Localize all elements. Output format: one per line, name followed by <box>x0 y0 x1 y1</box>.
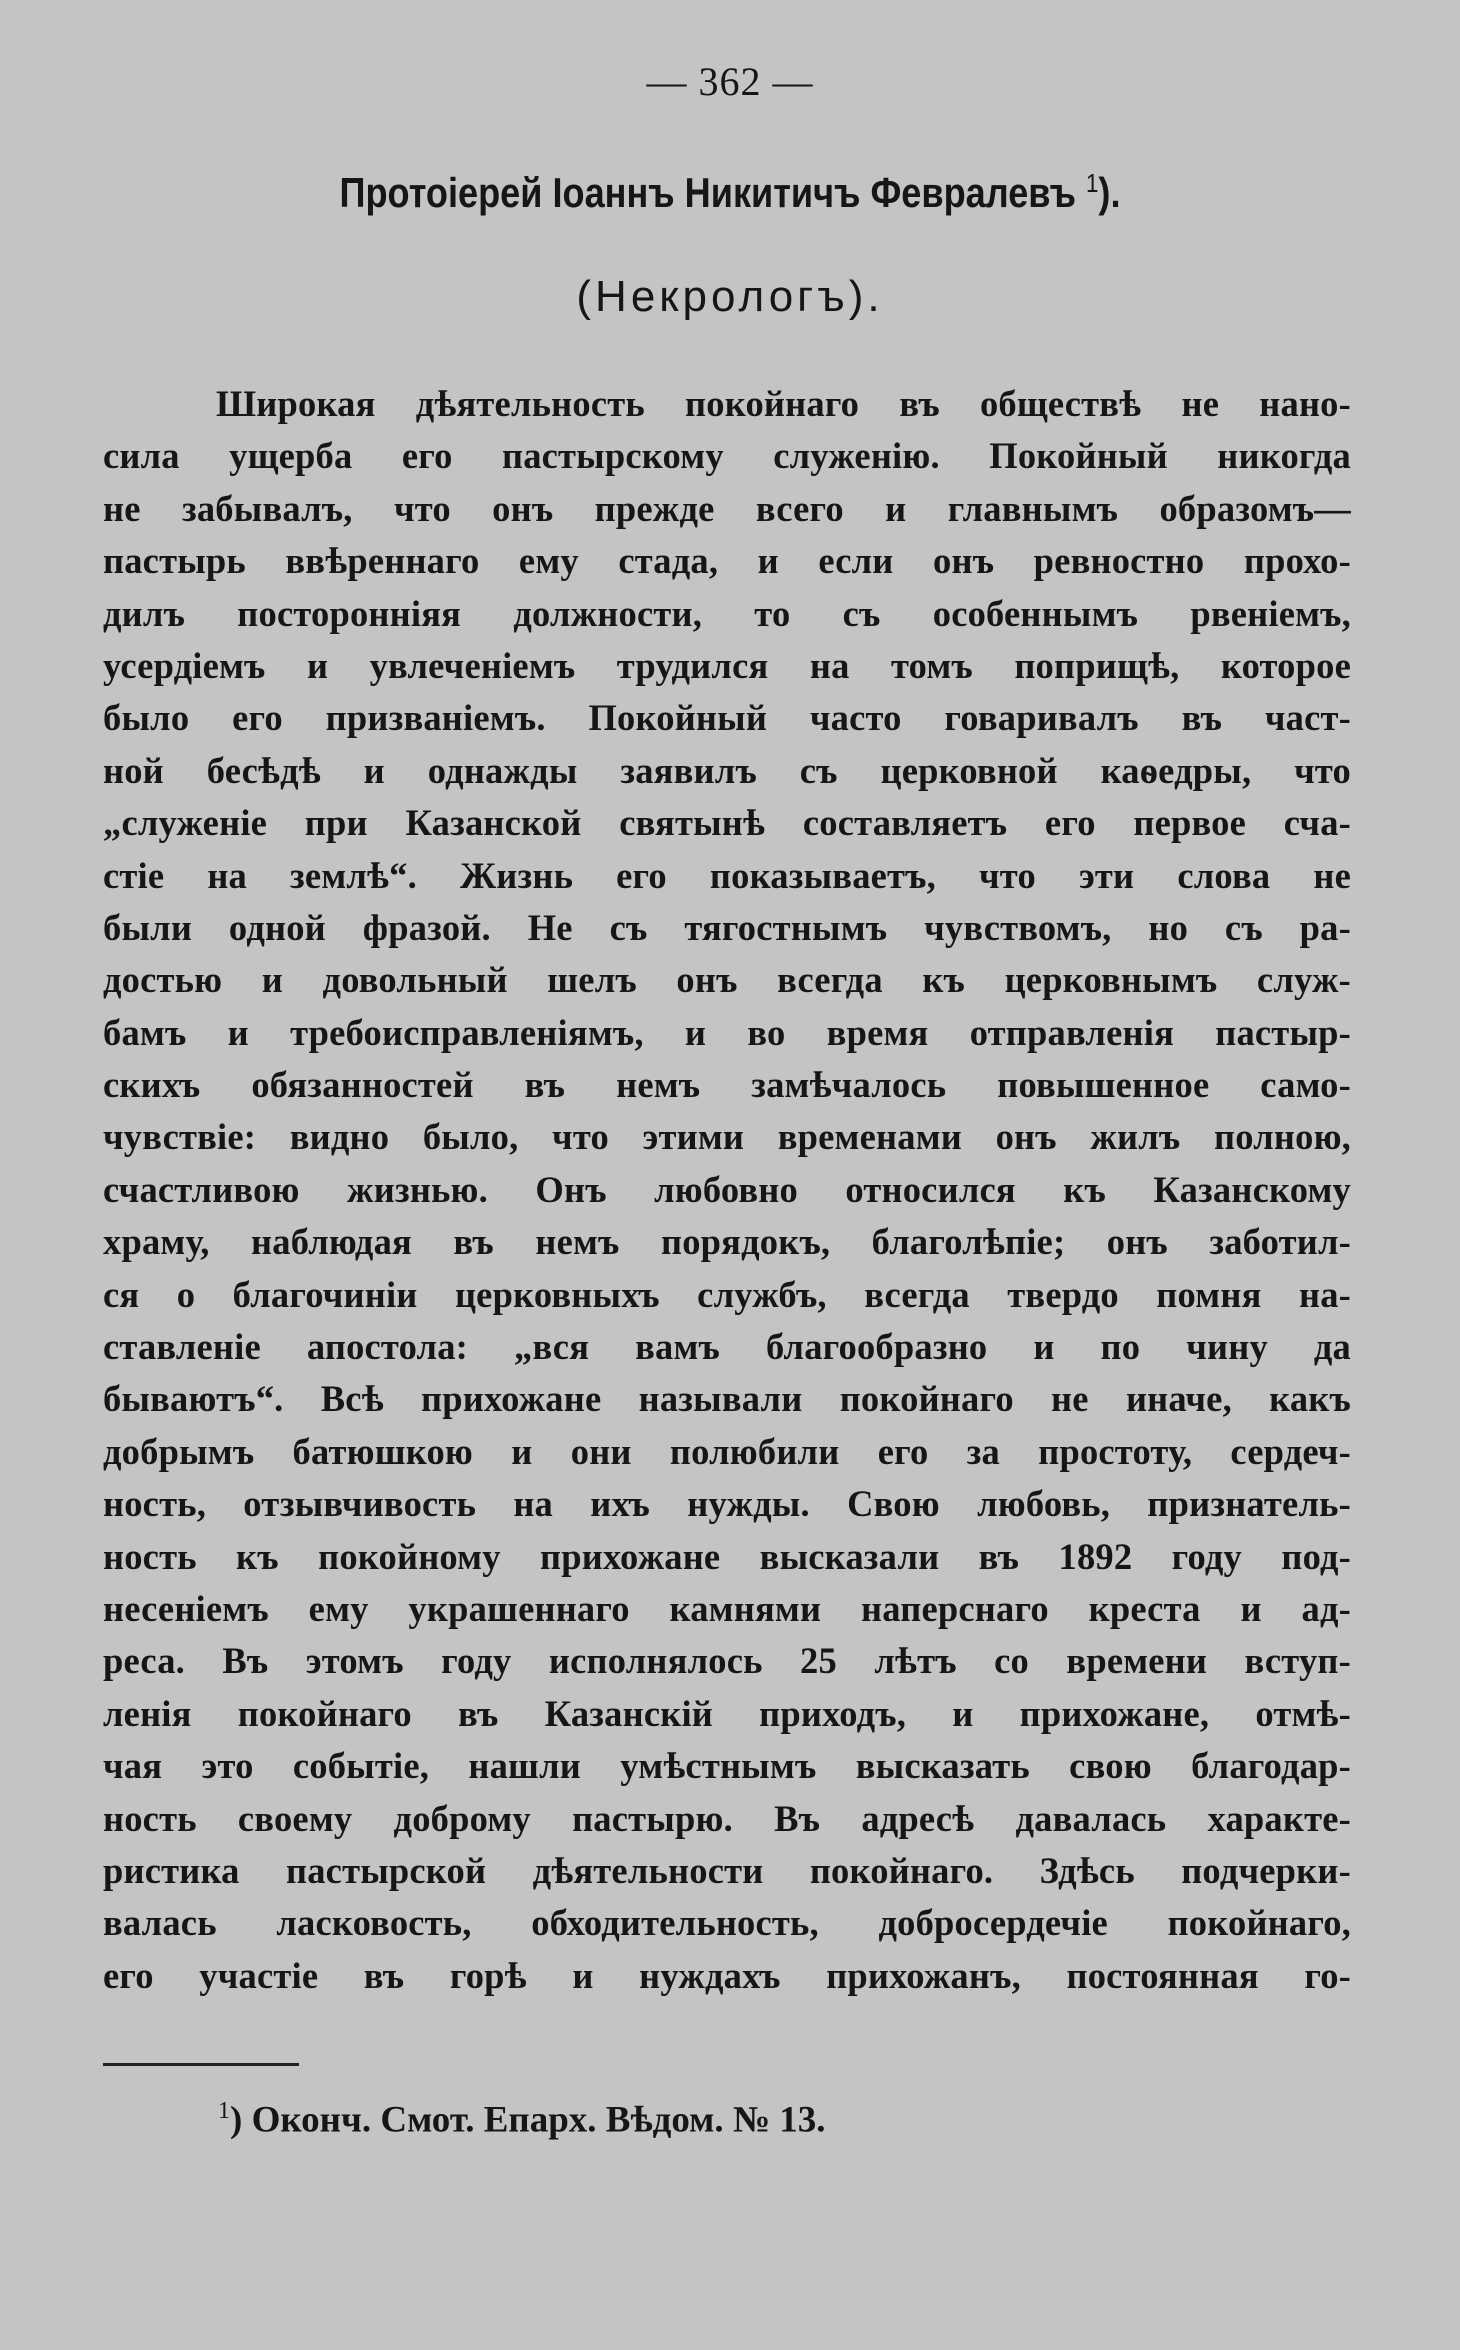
body-line: его участіе въ горѣ и нуждахъ прихожанъ, постоянная го- <box>103 1954 1351 1996</box>
body-line: стіе на землѣ“. Жизнь его показываетъ, что эти слова не <box>103 854 1351 896</box>
body-line: скихъ обязанностей въ немъ замѣчалось повышенное само- <box>103 1064 1351 1106</box>
body-line: пастырь ввѣреннаго ему стада, и если онъ ревностно прохо- <box>103 540 1351 582</box>
body-line: ность къ покойному прихожане высказали въ 1892 году под- <box>103 1535 1351 1577</box>
footnote <box>218 2098 826 2141</box>
body-line: чая это событіе, нашли умѣстнымъ высказать свою благодар- <box>103 1745 1351 1787</box>
body-line: реса. Въ этомъ году исполнялось 25 лѣтъ со времени вступ- <box>103 1640 1351 1682</box>
body-line: „служеніе при Казанской святынѣ составляетъ его первое сча- <box>103 802 1351 844</box>
body-line: ся о благочиніи церковныхъ службъ, всегда твердо помня на- <box>103 1273 1351 1315</box>
body-line: бамъ и требоисправленіямъ, и во время отправленія пастыр- <box>103 1011 1351 1053</box>
body-line: ность, отзывчивость на ихъ нужды. Свою любовь, признатель- <box>103 1483 1351 1525</box>
body-line: ристика пастырской дѣятельности покойнаго. Здѣсь подчерки- <box>103 1849 1351 1891</box>
body-line: валась ласковость, обходительность, добросердечіе покойнаго, <box>103 1902 1351 1944</box>
body-line: дилъ посторонніяя должности, то съ особеннымъ рвеніемъ, <box>103 592 1351 634</box>
body-line: ной бесѣдѣ и однажды заявилъ съ церковной каѳедры, что <box>103 749 1351 791</box>
body-line: храму, наблюдая въ немъ порядокъ, благолѣпіе; онъ заботил- <box>103 1221 1351 1263</box>
body-line: было его призваніемъ. Покойный часто говаривалъ въ част- <box>103 697 1351 739</box>
body-line: ставленіе апостола: „вся вамъ благообразно и по чину да <box>103 1326 1351 1368</box>
body-line: бываютъ“. Всѣ прихожане называли покойнаго не иначе, какъ <box>103 1378 1351 1420</box>
body-line: ность своему доброму пастырю. Въ адресѣ давалась характе- <box>103 1797 1351 1839</box>
footnote-marker: 1 <box>218 2098 230 2124</box>
title-footnote-marker: 1 <box>1085 168 1099 198</box>
title-closing: ). <box>1098 169 1121 216</box>
footnote-divider <box>103 2063 299 2066</box>
article-title <box>102 168 1358 217</box>
body-line: несеніемъ ему украшеннаго камнями наперснаго креста и ад- <box>103 1587 1351 1629</box>
body-line: не забывалъ, что онъ прежде всего и главнымъ образомъ— <box>103 487 1351 529</box>
article-title-text: Протоіерей Іоаннъ Никитичъ Февралевъ <box>339 169 1076 216</box>
body-line: усердіемъ и увлеченіемъ трудился на томъ поприщѣ, которое <box>103 644 1351 686</box>
body-line: добрымъ батюшкою и они полюбили его за простоту, сердеч- <box>103 1430 1351 1472</box>
body-line: были одной фразой. Не съ тягостнымъ чувствомъ, но съ ра- <box>103 906 1351 948</box>
body-line: счастливою жизнью. Онъ любовно относился къ Казанскому <box>103 1168 1351 1210</box>
body-line: чувствіе: видно было, что этими временами онъ жилъ полною, <box>103 1116 1351 1158</box>
body-line: сила ущерба его пастырскому служенію. Покойный никогда <box>103 435 1351 477</box>
article-body <box>103 378 1351 2002</box>
body-line: ленія покойнаго въ Казанскій приходъ, и прихожане, отмѣ- <box>103 1692 1351 1734</box>
page-number: — 362 — <box>646 59 814 104</box>
article-subtitle: (Некрологъ). <box>576 272 884 321</box>
body-line: достью и довольный шелъ онъ всегда къ церковнымъ служ- <box>103 959 1351 1001</box>
body-line: Широкая дѣятельность покойнаго въ обществѣ не нано- <box>216 383 1351 424</box>
footnote-text: ) Оконч. Смот. Епарх. Вѣдом. № 13. <box>230 2099 826 2141</box>
